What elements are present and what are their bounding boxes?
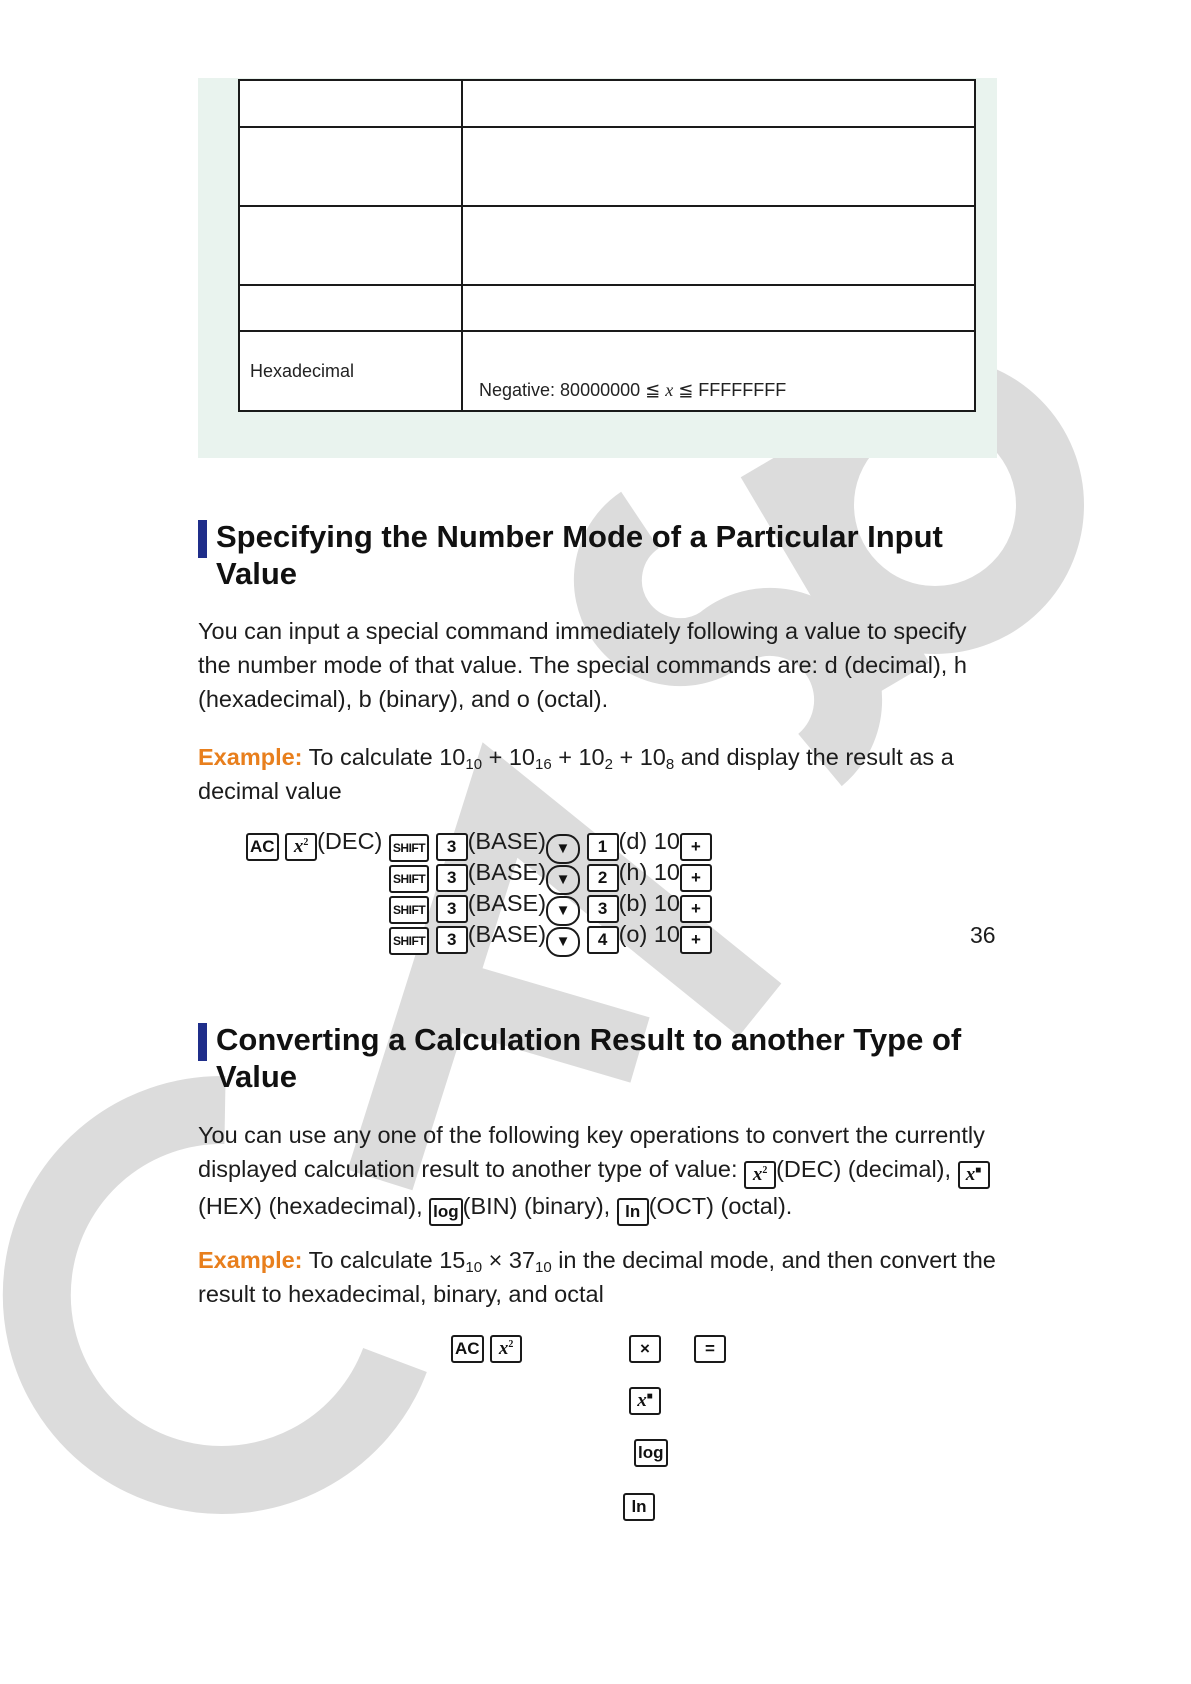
table-row xyxy=(239,127,975,206)
op-line-4: SHIFT 3 (BASE) ▼ 4 (o) 10 + xyxy=(389,919,712,957)
ln-key: ln xyxy=(617,1198,649,1226)
digit-key: 1 xyxy=(587,833,619,861)
op2-line-1 xyxy=(451,1328,522,1363)
down-arrow-icon: ▼ xyxy=(546,896,580,926)
op-line-3: SHIFT 3 (BASE) ▼ 3 (b) 10 + xyxy=(389,888,712,926)
section2-paragraph: You can use any one of the following key operations to convert the currently displayed calculation result to another type of value: $x^2$ (DEC) (decimal), x■(HEX) (hexadecimal), log (BIN) (binary), ln (OCT) (octal). xyxy=(198,1118,998,1226)
x-squared-key: $x^2$ xyxy=(285,833,317,861)
hex-negative-range: Negative: 80000000 ≦ x ≦ FFFFFFFF xyxy=(479,379,787,400)
three-key: 3 xyxy=(436,833,468,861)
table-row-hexadecimal xyxy=(239,331,975,411)
log-key: log xyxy=(429,1198,463,1226)
section1-heading: Specifying the Number Mode of a Particular Input Value xyxy=(198,518,1006,592)
table-row xyxy=(239,285,975,331)
log-key: log xyxy=(634,1439,668,1467)
op2-line-3 xyxy=(634,1432,668,1467)
x-squared-key: $x^2$ xyxy=(744,1161,776,1189)
section1-paragraph: You can input a special command immediately following a value to specify the number mode of that value. The special commands are: d (decimal), h (hexadecimal), b (binary), and o (octal). xyxy=(198,618,967,712)
digit-key: 3 xyxy=(587,895,619,923)
shift-key: SHIFT xyxy=(389,927,429,955)
table-row xyxy=(239,206,975,285)
ac-key: AC xyxy=(451,1335,484,1363)
times-key: × xyxy=(629,1335,661,1363)
plus-key: + xyxy=(680,864,712,892)
down-arrow-icon: ▼ xyxy=(546,834,580,864)
shift-key: SHIFT xyxy=(389,834,429,862)
example-label: Example: xyxy=(198,1247,303,1273)
hex-range-cell xyxy=(462,331,975,411)
section2-example: Example: To calculate $15_{10} \times 37_{10}$ in the decimal mode, and then convert the result to hexadecimal, binary, and octal xyxy=(198,1247,996,1307)
plus-key: + xyxy=(680,833,712,861)
example-label: Example: xyxy=(198,744,303,770)
x-hex-key: x■ xyxy=(958,1161,990,1189)
result-value: 36 xyxy=(970,922,996,948)
shift-key: SHIFT xyxy=(389,865,429,893)
down-arrow-icon: ▼ xyxy=(546,865,580,895)
table-row xyxy=(239,80,975,127)
hex-label-cell xyxy=(239,331,462,411)
three-key: 3 xyxy=(436,895,468,923)
three-key: 3 xyxy=(436,864,468,892)
x-squared-key: $x^2$ xyxy=(490,1335,522,1363)
op2-line-4 xyxy=(623,1486,655,1521)
times-key-wrap xyxy=(629,1328,661,1363)
digit-key: 4 xyxy=(587,926,619,954)
number-range-table xyxy=(238,79,976,412)
equals-key-wrap xyxy=(694,1328,726,1363)
section1-example: Example: To calculate $10_{10} + 10_{16} + 10_2 + 10_8$ and display the result as a decimal value xyxy=(198,744,954,804)
hex-label: Hexadecimal xyxy=(250,360,355,381)
three-key: 3 xyxy=(436,926,468,954)
digit-key: 2 xyxy=(587,864,619,892)
equals-key: = xyxy=(694,1335,726,1363)
plus-key: + xyxy=(680,926,712,954)
op-line-1: AC $x^2$ (DEC) SHIFT 3 (BASE) ▼ 1 (d) 10 + xyxy=(246,826,712,864)
shift-key: SHIFT xyxy=(389,896,429,924)
section2-heading: Converting a Calculation Result to another Type of Value xyxy=(198,1021,1006,1095)
op-line-2: SHIFT 3 (BASE) ▼ 2 (h) 10 + xyxy=(389,857,712,895)
plus-key: + xyxy=(680,895,712,923)
down-arrow-icon: ▼ xyxy=(546,927,580,957)
ln-key: ln xyxy=(623,1493,655,1521)
ac-key: AC xyxy=(246,833,279,861)
op2-line-2 xyxy=(629,1380,661,1415)
x-hex-key: x■ xyxy=(629,1387,661,1415)
